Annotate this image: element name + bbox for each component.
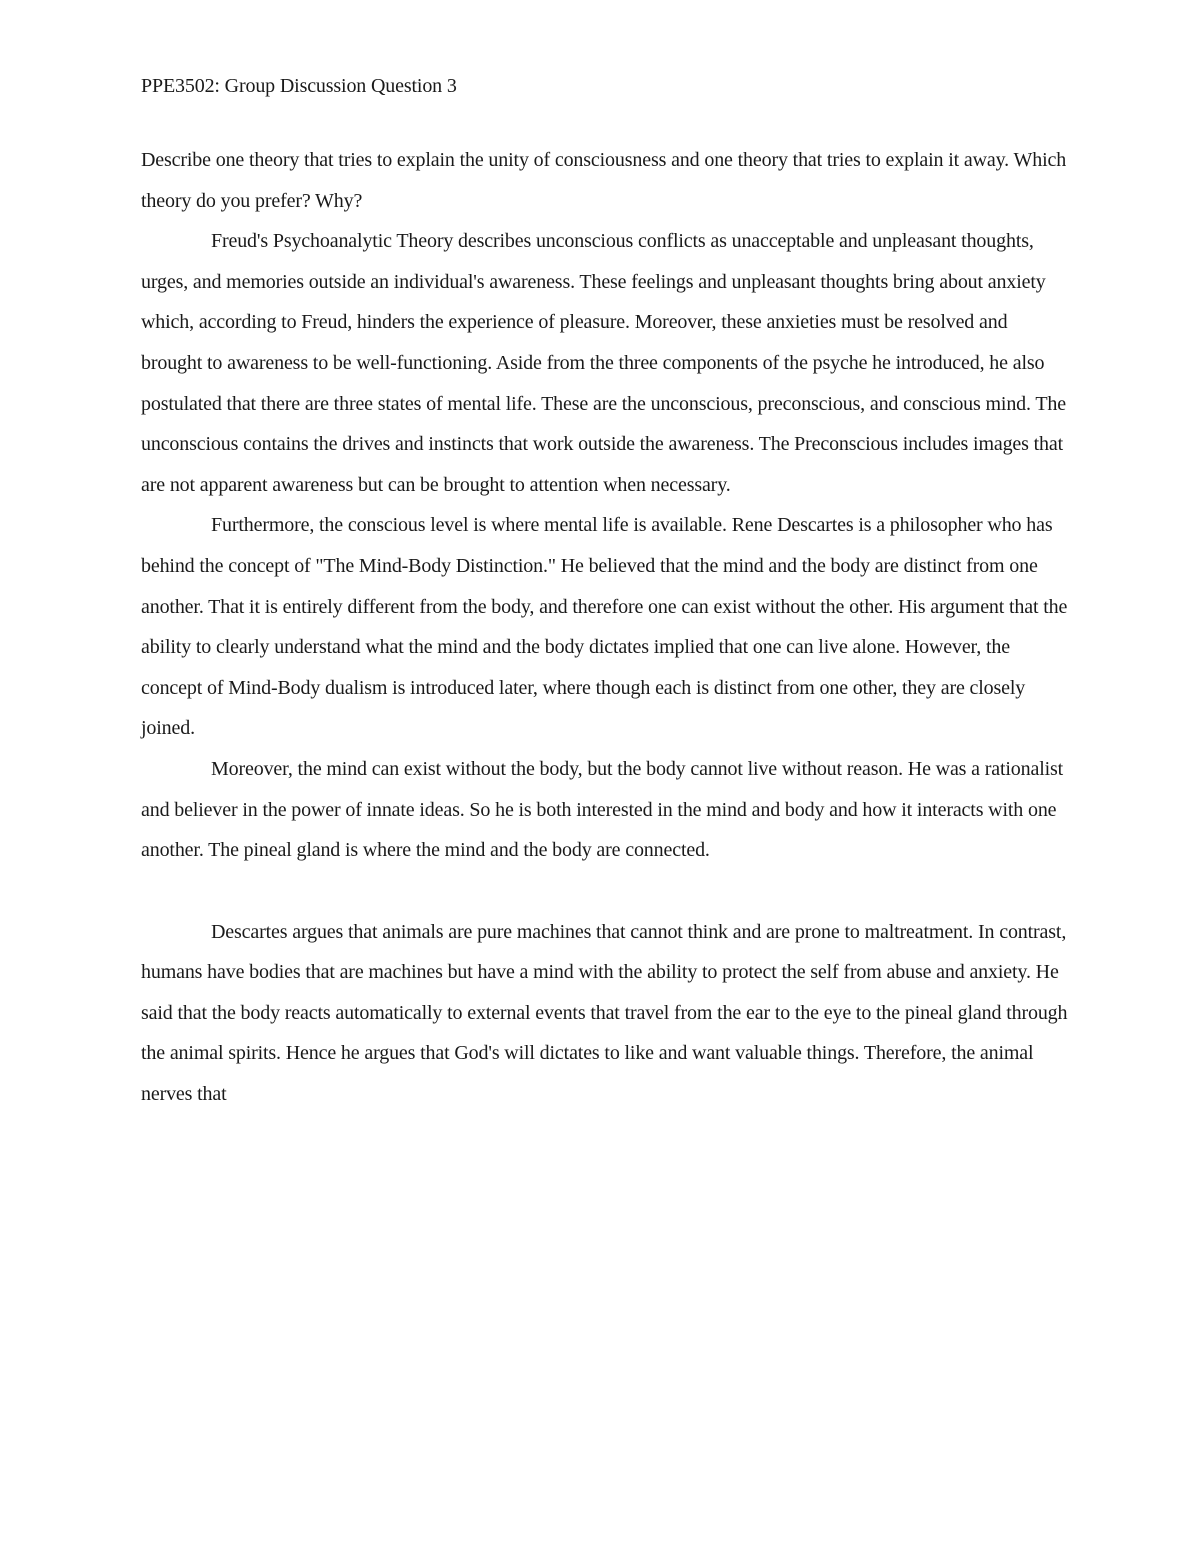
document-body — [141, 140, 1071, 1115]
paragraph-descartes-distinction: Furthermore, the conscious level is where mental life is available. Rene Descartes is a philosopher who has behind the concept of "The Mind-Body Distinction." He believed that the mind and the body are distinct from one another. That it is entirely different from the body, and therefore one can exist without the other. His argument that the ability to clearly understand what the mind and the body dictates implied that one can live alone. However, the concept of Mind-Body dualism is introduced later, where though each is distinct from one other, they are closely joined. — [141, 514, 1068, 740]
paragraph-animals-machines: Descartes argues that animals are pure machines that cannot think and are prone to maltreatment. In contrast, humans have bodies that are machines but have a mind with the ability to protect the self from abuse and anxiety. He said that the body reacts automatically to external events that travel from the ear to the eye to the pineal gland through the animal spirits. Hence he argues that God's will dictates to like and want valuable things. Therefore, the animal nerves that — [141, 920, 1068, 1106]
paragraph-mind-body-connection: Moreover, the mind can exist without the body, but the body cannot live without reason. He was a rationalist and believer in the power of innate ideas. So he is both interested in the mind and body and how it interacts with one another. The pineal gland is where the mind and the body are connected. — [141, 757, 1064, 862]
paragraph-freud: Freud's Psychoanalytic Theory describes unconscious conflicts as unacceptable and unpleasant thoughts, urges, and memories outside an individual's awareness. These feelings and unpleasant thoughts bring about anxiety which, according to Freud, hinders the experience of pleasure. Moreover, these anxieties must be resolved and brought to awareness to be well-functioning. Aside from the three components of the psyche he introduced, he also postulated that there are three states of mental life. These are the unconscious, preconscious, and conscious mind. The unconscious contains the drives and instincts that work outside the awareness. The Preconscious includes images that are not apparent awareness but can be brought to attention when necessary. — [141, 230, 1067, 496]
document-title: PPE3502: Group Discussion Question 3 — [141, 75, 457, 97]
question-prompt: Describe one theory that tries to explain the unity of consciousness and one theory that tries to explain it away. Which theory do you prefer? Why? — [141, 149, 1067, 212]
